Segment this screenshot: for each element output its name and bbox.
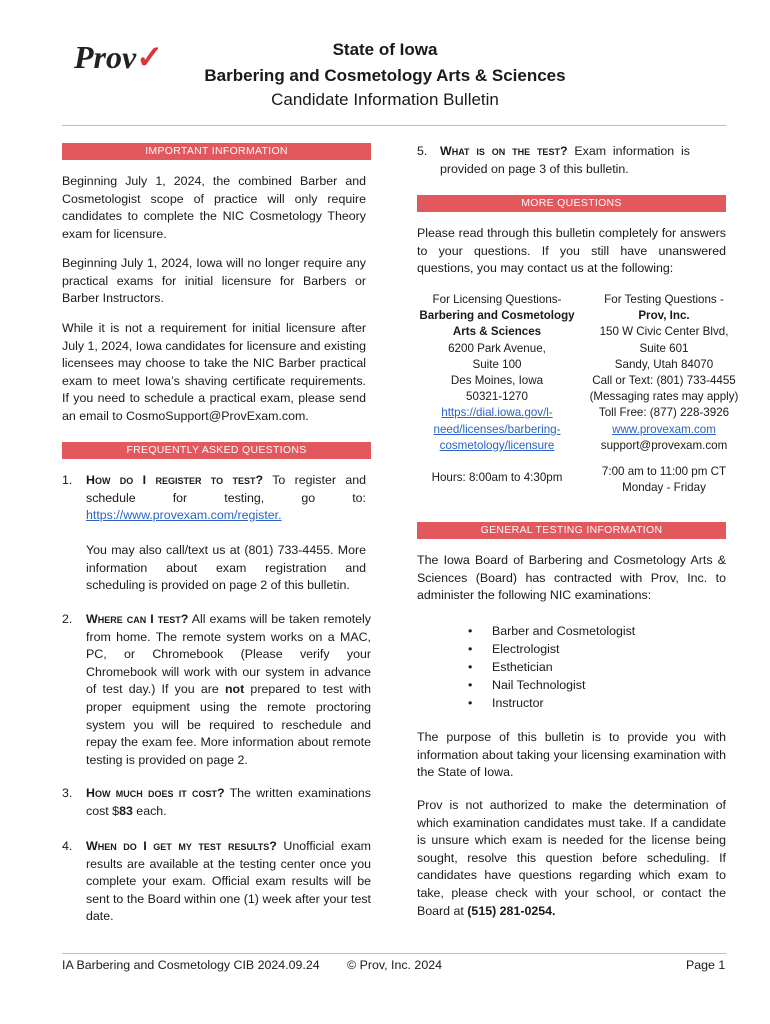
testing-hours-days: Monday - Friday [622, 481, 706, 495]
important-paragraph-2: Beginning July 1, 2024, Iowa will no longer require any practical exams for initial licensure for Barbers or Barber Instructors. [62, 256, 366, 306]
testing-hours [585, 464, 743, 496]
licensing-city: Des Moines, Iowa [450, 374, 544, 388]
footer-divider [62, 953, 726, 954]
checkmark-icon: ✓ [136, 39, 164, 75]
faq-3-price: 83 [119, 803, 133, 818]
exam-list-item: • Esthetician [468, 658, 708, 676]
faq-1 [86, 472, 366, 525]
important-paragraph-1: Beginning July 1, 2024, the combined Barber and Cosmetologist scope of practice will only require candidates to complete the NIC Cosmetology Theory exam for licensure. [62, 174, 366, 241]
testing-email: support@provexam.com [600, 438, 728, 452]
section-band-important: IMPORTANT INFORMATION [62, 143, 371, 160]
faq-4-text: Unofficial exam results are available at the testing center once you complete your exam. Official exam results will be sent to the Board within one (1) week after your test date. [86, 839, 371, 924]
faq-4-question: When do I get my test results? [86, 839, 277, 853]
faq-2-text-b: prepared to test with proper equipment using the remote proctoring system you will be required to reschedule and repay the exam fee. More information about remote testing is provided on page 2. [86, 682, 371, 767]
faq-2-number: 2. [62, 612, 73, 626]
general-paragraph-1: The Iowa Board of Barbering and Cosmetology Arts & Sciences (Board) has contracted with Prov, Inc. to administer the following NIC examinations: [417, 553, 726, 603]
document-title: State of Iowa [332, 40, 438, 59]
licensing-url[interactable] [417, 405, 577, 454]
logo-text: Prov [74, 39, 137, 75]
faq-5-number: 5. [417, 144, 428, 158]
important-paragraph-3: While it is not a requirement for initial licensure after July 1, 2024, Iowa candidates for licensure and existing licensees may choose to take the NIC Barber practical exam to meet Iowa’s shaving certificate requirements. If you need to schedule a practical exam, please send an email to CosmoSupport@ProvExam.com. [62, 321, 366, 423]
testing-toll-free: Toll Free: (877) 228-3926 [598, 406, 730, 420]
exam-list-item: • Nail Technologist [468, 676, 708, 694]
faq-3-question: How much does it cost? [86, 786, 225, 800]
licensing-url-line-3[interactable]: cosmetology/licensure [439, 438, 555, 452]
faq-3-number: 3. [62, 786, 73, 800]
testing-contact [585, 292, 743, 454]
footer-document-id: IA Barbering and Cosmetology CIB 2024.09.24 [62, 958, 320, 972]
more-questions-paragraph: Please read through this bulletin completely for answers to your questions. If you still have unanswered questions, you may contact us at the following: [417, 226, 726, 276]
faq-2-bold: not [224, 682, 245, 697]
licensing-address-line-1: 6200 Park Avenue, [448, 341, 546, 355]
document-subtitle: Candidate Information Bulletin [271, 90, 499, 109]
provexam-link[interactable]: www.provexam.com [612, 422, 716, 436]
testing-hours-time: 7:00 am to 11:00 pm CT [601, 465, 727, 478]
board-phone: (515) 281-0254. [467, 903, 556, 918]
section-band-faq: FREQUENTLY ASKED QUESTIONS [62, 442, 371, 459]
licensing-contact [417, 292, 577, 454]
section-band-general-testing: GENERAL TESTING INFORMATION [417, 522, 726, 539]
testing-messaging-note: (Messaging rates may apply) [589, 390, 739, 404]
exam-list [468, 622, 708, 712]
testing-heading: For Testing Questions - [604, 293, 724, 306]
faq-5-text: Exam information is provided on page 3 of this bulletin. [440, 144, 690, 176]
faq-1-text: To register and schedule for testing, go to: [86, 473, 366, 505]
faq-5 [440, 143, 690, 178]
testing-address-line-2: Suite 601 [639, 341, 689, 355]
testing-city: Sandy, Utah 84070 [614, 357, 714, 371]
licensing-address-line-2: Suite 100 [472, 357, 522, 371]
faq-5-question: What is on the test? [440, 144, 568, 158]
exam-list-item: • Electrologist [468, 640, 708, 658]
licensing-zip: 50321-1270 [466, 390, 528, 404]
footer-page-number: Page 1 [686, 958, 726, 972]
faq-4-number: 4. [62, 839, 73, 853]
exam-list-item: • Barber and Cosmetologist [468, 622, 708, 640]
general-paragraph-3 [417, 797, 726, 920]
licensing-board-line-2: Arts & Sciences [452, 325, 542, 339]
licensing-url-line-2[interactable]: need/licenses/barbering- [433, 422, 561, 436]
licensing-heading: For Licensing Questions- [432, 293, 562, 306]
register-link[interactable]: https://www.provexam.com/register. [86, 508, 282, 523]
general-paragraph-3-text: Prov is not authorized to make the determination of which examination candidates must take. If a candidate is unsure which exam is needed for the license being sought, resolve this question before scheduling. If candidates have questions regarding which exam to take, please check with your school, or contact the Board at [417, 798, 726, 918]
licensing-url-line-1[interactable]: https://dial.iowa.gov/l- [441, 406, 553, 420]
licensing-hours: Hours: 8:00am to 4:30pm [431, 471, 563, 484]
testing-phone: Call or Text: (801) 733-4455 [592, 374, 736, 388]
faq-1-number: 1. [62, 473, 73, 487]
document-title-board: Barbering and Cosmetology Arts & Sciences [204, 66, 566, 85]
section-band-more-questions: MORE QUESTIONS [417, 195, 726, 212]
faq-4 [86, 838, 371, 926]
faq-1-paragraph-2: You may also call/text us at (801) 733-4455. More information about exam registration and scheduling is provided on page 2 of this bulletin. [86, 543, 366, 593]
faq-3 [86, 785, 371, 820]
faq-2 [86, 611, 371, 769]
general-paragraph-2: The purpose of this bulletin is to provide you with information about taking your licensing examination with the State of Iowa. [417, 730, 726, 780]
faq-2-text-a: All exams will be taken remotely from home. The remote system works on a MAC, PC, or Chromebook (Please verify your Chromebook will work with our system in advance of test day.) If you are [86, 612, 371, 697]
faq-1-question: How do I register to test? [86, 473, 264, 487]
faq-3-text-b: each. [132, 803, 167, 818]
licensing-board-line-1: Barbering and Cosmetology [419, 309, 575, 323]
testing-address-line-1: 150 W Civic Center Blvd, [599, 325, 729, 339]
testing-company: Prov, Inc. [638, 309, 690, 323]
faq-2-question: Where can I test? [86, 612, 189, 626]
faq-3-text-a: The written examinations cost $ [86, 786, 371, 818]
header-divider [62, 125, 726, 126]
exam-list-item: • Instructor [468, 694, 708, 712]
footer-copyright: © Prov, Inc. 2024 [347, 958, 442, 972]
